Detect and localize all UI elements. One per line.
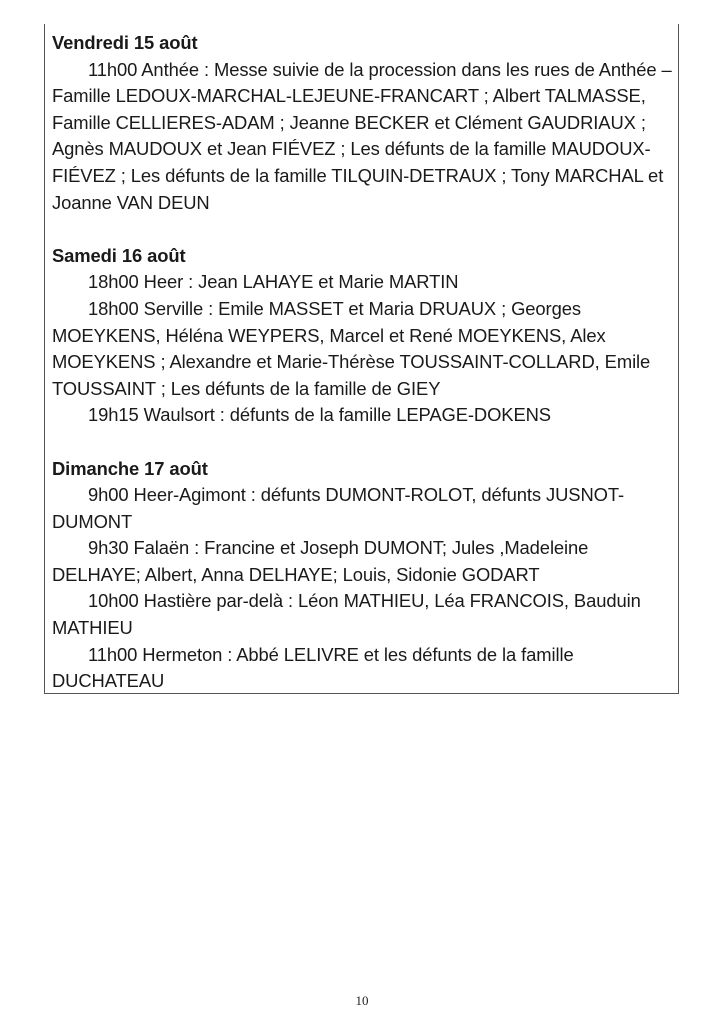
- mass-entry: 19h15 Waulsort : défunts de la famille LEPAGE-DOKENS: [88, 404, 551, 426]
- day-title: Samedi 16 août: [52, 244, 186, 266]
- day-sunday: [52, 456, 672, 695]
- day-saturday: [52, 243, 672, 429]
- mass-entry: 10h00 Hastière par-delà : Léon MATHIEU, Léa FRANCOIS, Bauduin MATHIEU: [52, 590, 641, 639]
- mass-entry: 9h00 Heer-Agimont : défunts DUMONT-ROLOT, défunts JUSNOT-DUMONT: [52, 484, 624, 532]
- mass-entry: 11h00 Anthée : Messe suivie de la procession dans les rues de Anthée – Famille LEDOUX-MARCHAL-LEJEUNE-FRANCART ; Albert TALMASSE, Famille CELLIERES-ADAM ; Jeanne BECKER et Clément GAUDRIAUX ; Agnès MAUDOUX et Jean FIÉVEZ ; Les défunts de la famille MAUDOUX-FIÉVEZ ; Les défunts de la famille TILQUIN-DETRAUX ; Tony MARCHAL et Joanne VAN DEUN: [52, 58, 672, 213]
- mass-intentions: [52, 30, 672, 721]
- mass-entry: 18h00 Heer : Jean LAHAYE et Marie MARTIN: [88, 271, 459, 293]
- mass-entry: 9h30 Falaën : Francine et Joseph DUMONT; Jules ,Madeleine DELHAYE; Albert, Anna DELHAYE; Louis, Sidonie GODART: [52, 537, 589, 585]
- day-friday: [52, 30, 672, 216]
- day-title: Dimanche 17 août: [52, 457, 208, 479]
- page-number: 10: [355, 993, 369, 1008]
- day-title: Vendredi 15 août: [52, 32, 198, 53]
- mass-entry: 18h00 Serville : Emile MASSET et Maria DRUAUX ; Georges MOEYKENS, Héléna WEYPERS, Marcel et René MOEYKENS, Alex MOEYKENS ; Alexandre et Marie-Thérèse TOUSSAINT-COLLARD, Emile TOUSSAINT ; Les défunts de la famille de GIEY: [52, 297, 651, 399]
- mass-entry: 11h00 Hermeton : Abbé LELIVRE et les défunts de la famille DUCHATEAU: [52, 643, 574, 692]
